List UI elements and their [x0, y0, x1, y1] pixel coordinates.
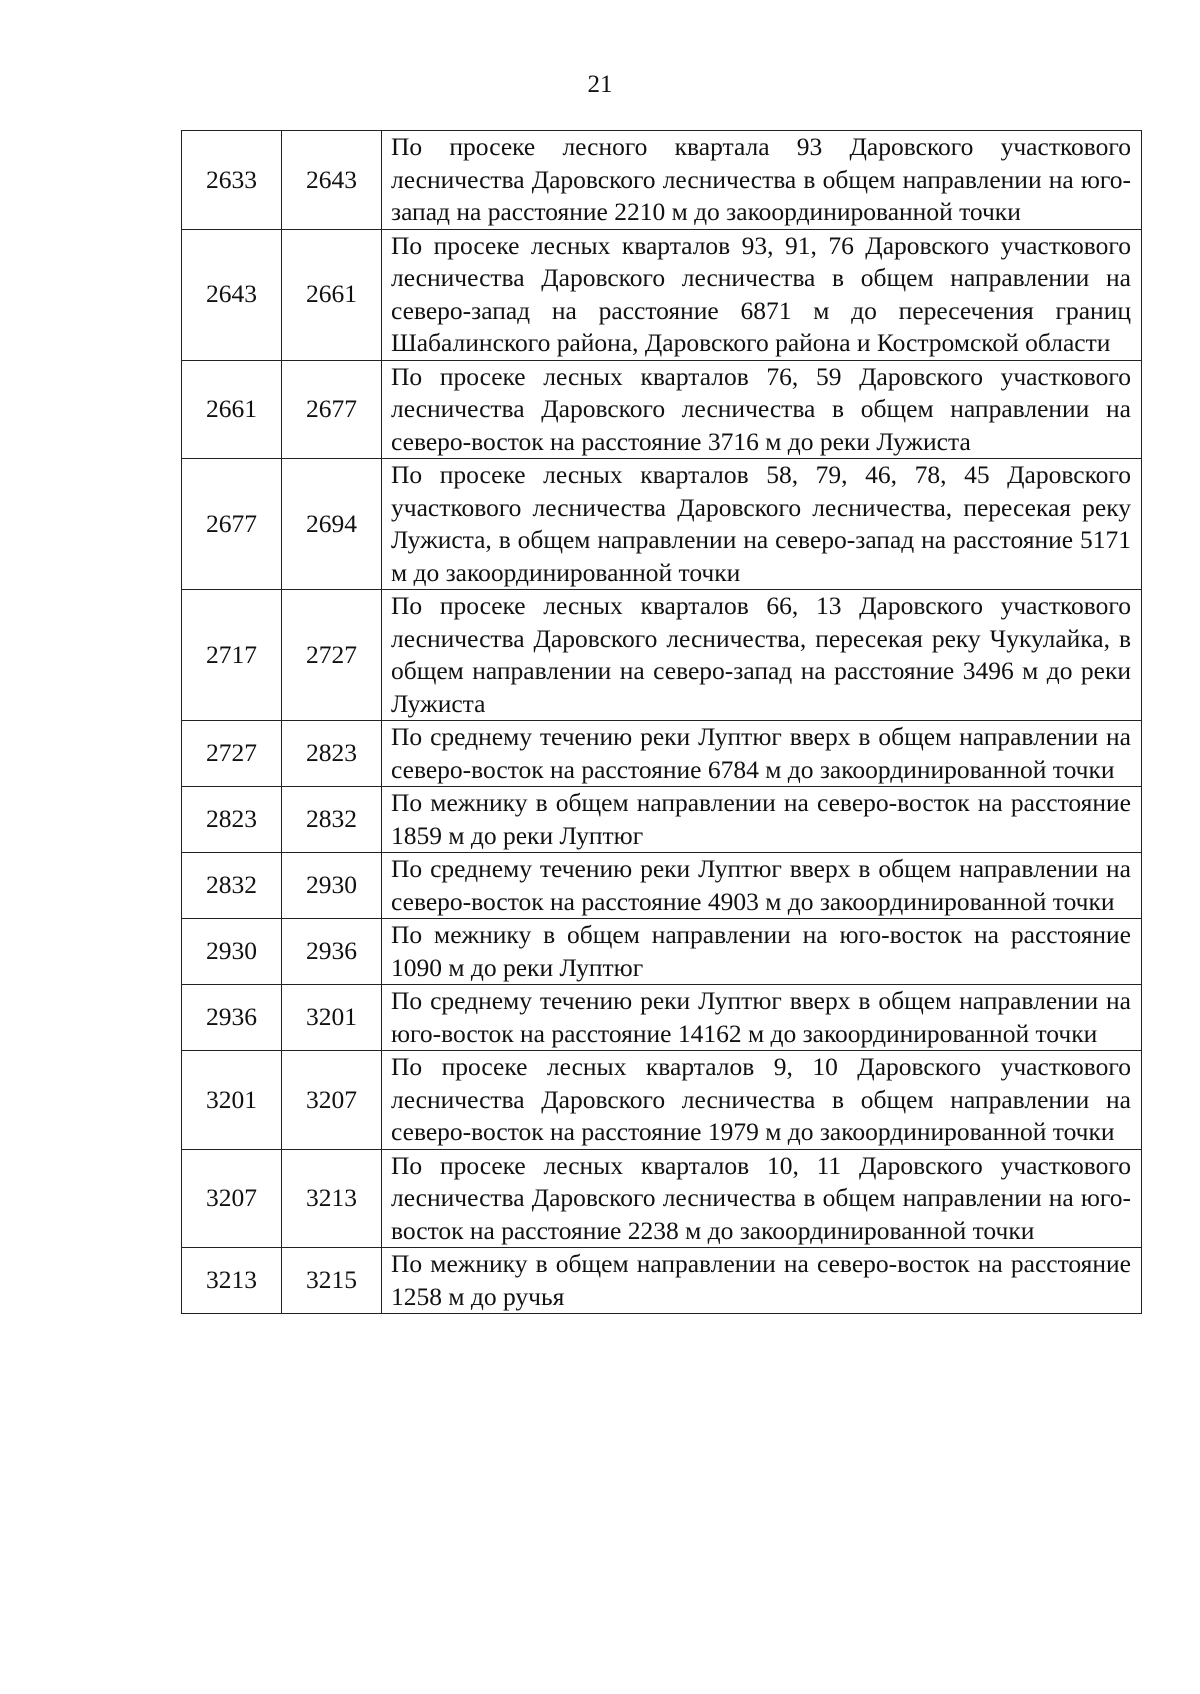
to-point-cell: 3207	[282, 1051, 382, 1150]
description-cell: По межнику в общем направлении на северо-восток на расстояние 1258 м до ручья	[382, 1248, 1142, 1314]
description-cell: По межнику в общем направлении на юго-восток на расстояние 1090 м до реки Луптюг	[382, 919, 1142, 985]
table-row	[182, 787, 1142, 853]
description-cell: По среднему течению реки Луптюг вверх в общем направлении на юго-восток на расстояние 14162 м до закоординированной точки	[382, 985, 1142, 1051]
table-row	[182, 1051, 1142, 1150]
from-point-cell: 2936	[182, 985, 282, 1051]
page-number: 21	[587, 71, 613, 98]
from-point-cell: 2717	[182, 590, 282, 721]
description-cell: По просеке лесных кварталов 76, 59 Даровского участкового лесничества Даровского лесничества в общем направлении на северо-восток на расстояние 3716 м до реки Лужиста	[382, 360, 1142, 459]
from-point-cell: 2930	[182, 919, 282, 985]
to-point-cell: 2936	[282, 919, 382, 985]
table-row	[182, 919, 1142, 985]
from-point-cell: 3213	[182, 1248, 282, 1314]
to-point-cell: 2823	[282, 721, 382, 787]
to-point-cell: 3201	[282, 985, 382, 1051]
table-row	[182, 131, 1142, 230]
to-point-cell: 2727	[282, 590, 382, 721]
table-row	[182, 229, 1142, 360]
table-row	[182, 1248, 1142, 1314]
table-row	[182, 985, 1142, 1051]
to-point-cell: 2694	[282, 459, 382, 590]
from-point-cell: 2823	[182, 787, 282, 853]
to-point-cell: 2677	[282, 360, 382, 459]
from-point-cell: 2677	[182, 459, 282, 590]
description-cell: По просеке лесного квартала 93 Даровского участкового лесничества Даровского лесничества в общем направлении на юго-запад на расстояние 2210 м до закоординированной точки	[382, 131, 1142, 230]
from-point-cell: 2727	[182, 721, 282, 787]
description-cell: По просеке лесных кварталов 9, 10 Даровского участкового лесничества Даровского лесничества в общем направлении на северо-восток на расстояние 1979 м до закоординированной точки	[382, 1051, 1142, 1150]
to-point-cell: 2832	[282, 787, 382, 853]
table-row	[182, 590, 1142, 721]
from-point-cell: 3201	[182, 1051, 282, 1150]
table-row	[182, 459, 1142, 590]
description-cell: По просеке лесных кварталов 58, 79, 46, 78, 45 Даровского участкового лесничества Даровского лесничества, пересекая реку Лужиста, в общем направлении на северо-запад на расстояние 5171 м до закоординированной точки	[382, 459, 1142, 590]
to-point-cell: 3213	[282, 1149, 382, 1248]
description-cell: По среднему течению реки Луптюг вверх в общем направлении на северо-восток на расстояние 6784 м до закоординированной точки	[382, 721, 1142, 787]
table-row	[182, 853, 1142, 919]
to-point-cell: 2643	[282, 131, 382, 230]
boundary-table	[181, 130, 1142, 1314]
to-point-cell: 3215	[282, 1248, 382, 1314]
from-point-cell: 2643	[182, 229, 282, 360]
to-point-cell: 2930	[282, 853, 382, 919]
from-point-cell: 3207	[182, 1149, 282, 1248]
table-row	[182, 360, 1142, 459]
to-point-cell: 2661	[282, 229, 382, 360]
from-point-cell: 2832	[182, 853, 282, 919]
from-point-cell: 2633	[182, 131, 282, 230]
description-cell: По просеке лесных кварталов 66, 13 Даровского участкового лесничества Даровского лесничества, пересекая реку Чукулайка, в общем направлении на северо-запад на расстояние 3496 м до реки Лужиста	[382, 590, 1142, 721]
description-cell: По просеке лесных кварталов 93, 91, 76 Даровского участкового лесничества Даровского лесничества в общем направлении на северо-запад на расстояние 6871 м до пересечения границ Шабалинского района, Даровского района и Костромской области	[382, 229, 1142, 360]
description-cell: По просеке лесных кварталов 10, 11 Даровского участкового лесничества Даровского лесничества в общем направлении на юго-восток на расстояние 2238 м до закоординированной точки	[382, 1149, 1142, 1248]
from-point-cell: 2661	[182, 360, 282, 459]
description-cell: По среднему течению реки Луптюг вверх в общем направлении на северо-восток на расстояние 4903 м до закоординированной точки	[382, 853, 1142, 919]
table-row	[182, 1149, 1142, 1248]
table-row	[182, 721, 1142, 787]
description-cell: По межнику в общем направлении на северо-восток на расстояние 1859 м до реки Луптюг	[382, 787, 1142, 853]
